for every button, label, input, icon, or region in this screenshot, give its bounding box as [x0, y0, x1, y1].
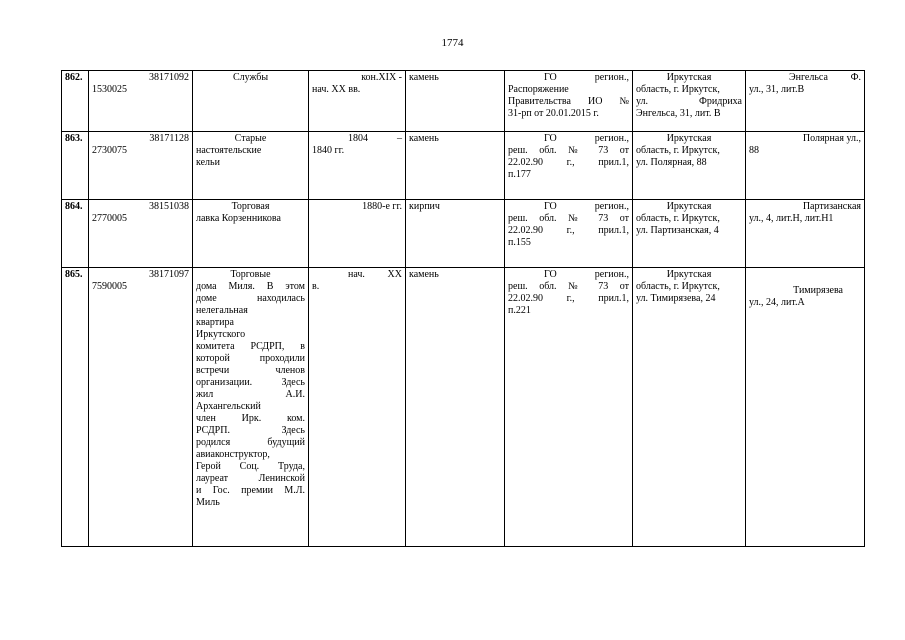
row-number: 862.: [62, 71, 89, 132]
row-number: 865.: [62, 268, 89, 547]
legal-document-line: 31-рп от 20.01.2015 г.: [508, 108, 599, 119]
object-name-line: нелегальная: [196, 305, 248, 316]
legal-document-line: ГО регион.,: [544, 133, 629, 144]
object-location: [633, 268, 746, 547]
object-date: [309, 200, 406, 268]
object-name-line: которой проходили: [196, 353, 305, 364]
table-row: [62, 268, 865, 547]
object-name-line: кельи: [196, 157, 220, 168]
page-number: 1774: [441, 37, 464, 49]
object-location-line: ул. Фридриха: [636, 96, 742, 107]
object-code-line: 38171092: [149, 72, 189, 83]
object-address: [746, 132, 865, 200]
object-material: камень: [406, 71, 505, 132]
row-number: 863.: [62, 132, 89, 200]
object-name-line: лауреат Ленинской: [196, 473, 305, 484]
object-name-line: родился будущий: [196, 437, 305, 448]
object-name-line: дома Миля. В этом: [196, 281, 305, 292]
object-address-line: ул., 4, лит.Н, лит.Н1: [749, 213, 834, 224]
object-address-line: Полярная ул.,: [802, 133, 861, 144]
object-name-line: Архангельский: [196, 401, 261, 412]
object-date-line: нач. XX вв.: [312, 84, 361, 95]
legal-document-line: реш. обл. № 73 от: [508, 213, 629, 224]
address-block: [749, 285, 861, 309]
object-material: камень: [406, 132, 505, 200]
object-location-line: область, г. Иркутск,: [636, 281, 720, 292]
object-material: камень: [406, 268, 505, 547]
legal-document-line: п.155: [508, 237, 531, 248]
object-name-line: квартира: [196, 317, 234, 328]
object-date-line: 1804 –: [348, 133, 402, 144]
object-name: [193, 132, 309, 200]
object-name-line: комитета РСДРП, в: [196, 341, 305, 352]
object-name-line: Старые: [234, 133, 267, 144]
object-name-line: жил А.И.: [196, 389, 305, 400]
object-address-line: Тимирязева: [793, 285, 843, 296]
object-address: [746, 268, 865, 547]
legal-document: [505, 200, 633, 268]
row-number: 864.: [62, 200, 89, 268]
object-location-line: ул. Тимирязева, 24: [636, 293, 716, 304]
legal-document-line: ГО регион.,: [544, 201, 629, 212]
object-name: [193, 71, 309, 132]
legal-document: [505, 132, 633, 200]
object-date: [309, 268, 406, 547]
object-code-line: 7590005: [92, 281, 127, 292]
object-date-line: 1880-е гг.: [362, 201, 402, 212]
legal-document: [505, 71, 633, 132]
object-location-line: область, г. Иркутск,: [636, 84, 720, 95]
object-name-line: член Ирк. ком.: [196, 413, 305, 424]
object-code: [89, 268, 193, 547]
object-location-line: Энгельса, 31, лит. В: [636, 108, 721, 119]
object-date: [309, 71, 406, 132]
object-name-line: РСДРП. Здесь: [196, 425, 305, 436]
object-name: [193, 200, 309, 268]
object-address-line: 88: [749, 145, 759, 156]
object-material: кирпич: [406, 200, 505, 268]
object-code: [89, 200, 193, 268]
object-address: [746, 71, 865, 132]
object-address-line: ул., 24, лит.А: [749, 297, 805, 308]
object-date-line: в.: [312, 281, 320, 292]
object-name-line: доме находилась: [196, 293, 305, 304]
object-location-line: Иркутская: [666, 133, 712, 144]
object-name-line: организации. Здесь: [196, 377, 305, 388]
legal-document-line: Распоряжение: [508, 84, 569, 95]
object-code-line: 2730075: [92, 145, 127, 156]
object-name-line: и Гос. премии М.Л.: [196, 485, 305, 496]
legal-document-line: ГО регион.,: [544, 269, 629, 280]
object-name-line: настоятельские: [196, 145, 262, 156]
legal-document-line: п.177: [508, 169, 531, 180]
object-code-line: 1530025: [92, 84, 127, 95]
object-location-line: область, г. Иркутск,: [636, 213, 720, 224]
object-date: [309, 132, 406, 200]
object-name-line: лавка Корзенникова: [196, 213, 281, 224]
object-location-line: Иркутская: [666, 269, 712, 280]
legal-document-line: реш. обл. № 73 от: [508, 281, 629, 292]
object-address: [746, 200, 865, 268]
object-name-line: Службы: [232, 72, 269, 83]
object-location: [633, 71, 746, 132]
object-location-line: Иркутская: [666, 72, 712, 83]
legal-document-line: реш. обл. № 73 от: [508, 145, 629, 156]
table-row: [62, 71, 865, 132]
object-code-line: 2770005: [92, 213, 127, 224]
object-name-line: Иркутского: [196, 329, 246, 340]
object-location-line: область, г. Иркутск,: [636, 145, 720, 156]
object-code: [89, 71, 193, 132]
object-date-line: нач. XX: [348, 269, 402, 280]
table-row: [62, 200, 865, 268]
object-name-line: Герой Соц. Труда,: [196, 461, 305, 472]
object-name-line: Торговые: [230, 269, 271, 280]
object-address-line: Партизанская: [802, 201, 861, 212]
object-code: [89, 132, 193, 200]
object-location-line: Иркутская: [666, 201, 712, 212]
object-location: [633, 200, 746, 268]
object-code-line: 38171128: [149, 133, 189, 144]
object-location-line: ул. Полярная, 88: [636, 157, 707, 168]
object-code-line: 38171097: [149, 269, 189, 280]
legal-document-line: 22.02.90 г., прил.1,: [508, 293, 629, 304]
table-row: [62, 132, 865, 200]
legal-document-line: п.221: [508, 305, 531, 316]
object-location: [633, 132, 746, 200]
legal-document-line: ГО регион.,: [544, 72, 629, 83]
legal-document-line: 22.02.90 г., прил.1,: [508, 225, 629, 236]
object-location-line: ул. Партизанская, 4: [636, 225, 719, 236]
object-date-line: 1840 гг.: [312, 145, 345, 156]
object-name-line: Торговая: [231, 201, 270, 212]
legal-document-line: Правительства ИО №: [508, 96, 629, 107]
object-code-line: 38151038: [149, 201, 189, 212]
object-date-line: кон.XIX -: [361, 72, 402, 83]
object-address-line: Энгельса Ф.: [789, 72, 861, 83]
object-name-line: авиаконструктор,: [196, 449, 270, 460]
object-name: [193, 268, 309, 547]
object-name-line: Миль: [196, 497, 220, 508]
object-address-line: ул., 31, лит.В: [749, 84, 805, 95]
monuments-table: [61, 70, 865, 547]
object-name-line: встречи членов: [196, 365, 305, 376]
legal-document-line: 22.02.90 г., прил.1,: [508, 157, 629, 168]
legal-document: [505, 268, 633, 547]
